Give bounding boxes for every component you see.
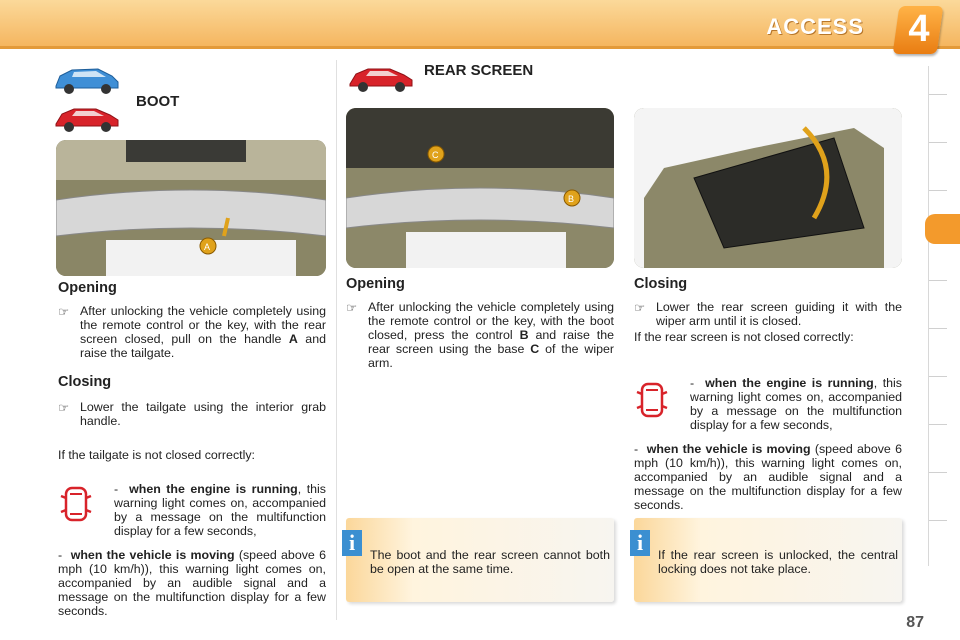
rear-opening-heading: Opening [346, 276, 405, 292]
boot-closing-text: Lower the tailgate using the interior grab handle. [80, 400, 326, 428]
side-tab[interactable] [929, 190, 947, 191]
boot-opening-text [80, 304, 326, 360]
page-number: 87 [906, 614, 924, 631]
moving-desc: (speed above 6 mph (10 km/h)), this warning light comes on, accompanied by an audible signal and a message on the multifunction display for a few seconds. [58, 548, 326, 618]
info-icon: i [630, 530, 650, 556]
boot-opening-heading: Opening [58, 280, 117, 296]
letter-c: C [530, 342, 540, 356]
header-underline [0, 46, 960, 49]
boot-opening-text-end: and raise the tailgate. [80, 332, 326, 360]
rear-opening-p1: After unlocking the vehicle completely using the remote control or the key, with the boot closed, press the control [368, 300, 614, 342]
boot-opening-text-main: After unlocking the vehicle completely using the remote control or the key, with the rear screen closed, pull on the handle [80, 304, 326, 346]
rear-opening-text [368, 300, 614, 370]
rear-moving-text: - when the vehicle is moving (speed above 6 mph (10 km/h)), this warning light comes on, accompanied by an audible signal and a message on the multifunction display for a few seconds. [634, 442, 902, 512]
blue-car-icon [52, 62, 122, 96]
chapter-title: ACCESS [766, 14, 864, 39]
rear-screen-photo [346, 108, 614, 268]
boot-title: BOOT [136, 93, 180, 110]
moving-label: when the vehicle is moving [70, 548, 235, 562]
photo-label-c: C [432, 150, 439, 160]
letter-b: B [519, 328, 529, 342]
boot-engine-running-text: - when the engine is running, this warning light comes on, accompanied by a message on the multifunction display for a few seconds, [114, 482, 326, 538]
engine-running-label: when the engine is running [705, 376, 874, 390]
rear-not-closed-text: If the rear screen is not closed correctly: [634, 330, 854, 344]
column-divider [336, 60, 337, 620]
side-tab-active[interactable] [925, 214, 960, 244]
moving-label: when the vehicle is moving [646, 442, 811, 456]
rear-screen-open-photo [634, 108, 902, 268]
photo-label-a: A [204, 242, 211, 252]
rear-screen-title: REAR SCREEN [424, 62, 534, 79]
moving-desc: (speed above 6 mph (10 km/h)), this warning light comes on, accompanied by an audible signal and a message on the multifunction display for a few seconds. [634, 442, 902, 512]
side-tab[interactable] [929, 280, 947, 281]
chapter-number: 4 [908, 8, 930, 50]
info-box-text: The boot and the rear screen cannot both be open at the same time. [370, 548, 610, 576]
bullet-icon: ☞ [634, 301, 646, 315]
bullet-icon: ☞ [58, 305, 70, 319]
red-car-icon [52, 100, 122, 134]
boot-moving-text: - when the vehicle is moving (speed above 6 mph (10 km/h)), this warning light comes on, accompanied by an audible signal and a message on the multifunction display for a few seconds. [58, 548, 326, 618]
photo-label-b: B [568, 194, 575, 204]
boot-closing-heading: Closing [58, 374, 112, 390]
rear-closing-text: Lower the rear screen guiding it with the wiper arm until it is closed. [656, 300, 902, 328]
boot-photo [56, 140, 326, 276]
info-icon: i [342, 530, 362, 556]
door-open-warning-icon [60, 484, 92, 524]
info-box-text: If the rear screen is unlocked, the central locking does not take place. [658, 548, 898, 576]
rear-opening-p3: of the wiper arm. [368, 342, 614, 370]
side-tab[interactable] [929, 94, 947, 95]
rear-opening-p2: and raise the rear screen using the base [368, 328, 614, 356]
handle-letter: A [288, 332, 298, 346]
side-tab[interactable] [929, 520, 947, 521]
engine-running-label: when the engine is running [129, 482, 298, 496]
engine-running-desc: this warning light comes on, accompanied by a message on the multifunction display for a few seconds, [690, 376, 902, 432]
side-tab[interactable] [929, 142, 947, 143]
side-tab[interactable] [929, 424, 947, 425]
red-car-icon [346, 60, 416, 94]
rear-closing-heading: Closing [634, 276, 688, 292]
bullet-icon: ☞ [346, 301, 358, 315]
side-tab[interactable] [929, 376, 947, 377]
boot-not-closed-text: If the tailgate is not closed correctly: [58, 448, 255, 462]
side-tab[interactable] [929, 472, 947, 473]
door-open-warning-icon [636, 380, 668, 420]
bullet-icon: ☞ [58, 401, 70, 415]
engine-running-desc: this warning light comes on, accompanied by a message on the multifunction display for a few seconds, [114, 482, 326, 538]
side-chapter-tabs [928, 66, 949, 566]
side-tab[interactable] [929, 328, 947, 329]
rear-engine-running-text: - when the engine is running, this warning light comes on, accompanied by a message on the multifunction display for a few seconds, [690, 376, 902, 432]
